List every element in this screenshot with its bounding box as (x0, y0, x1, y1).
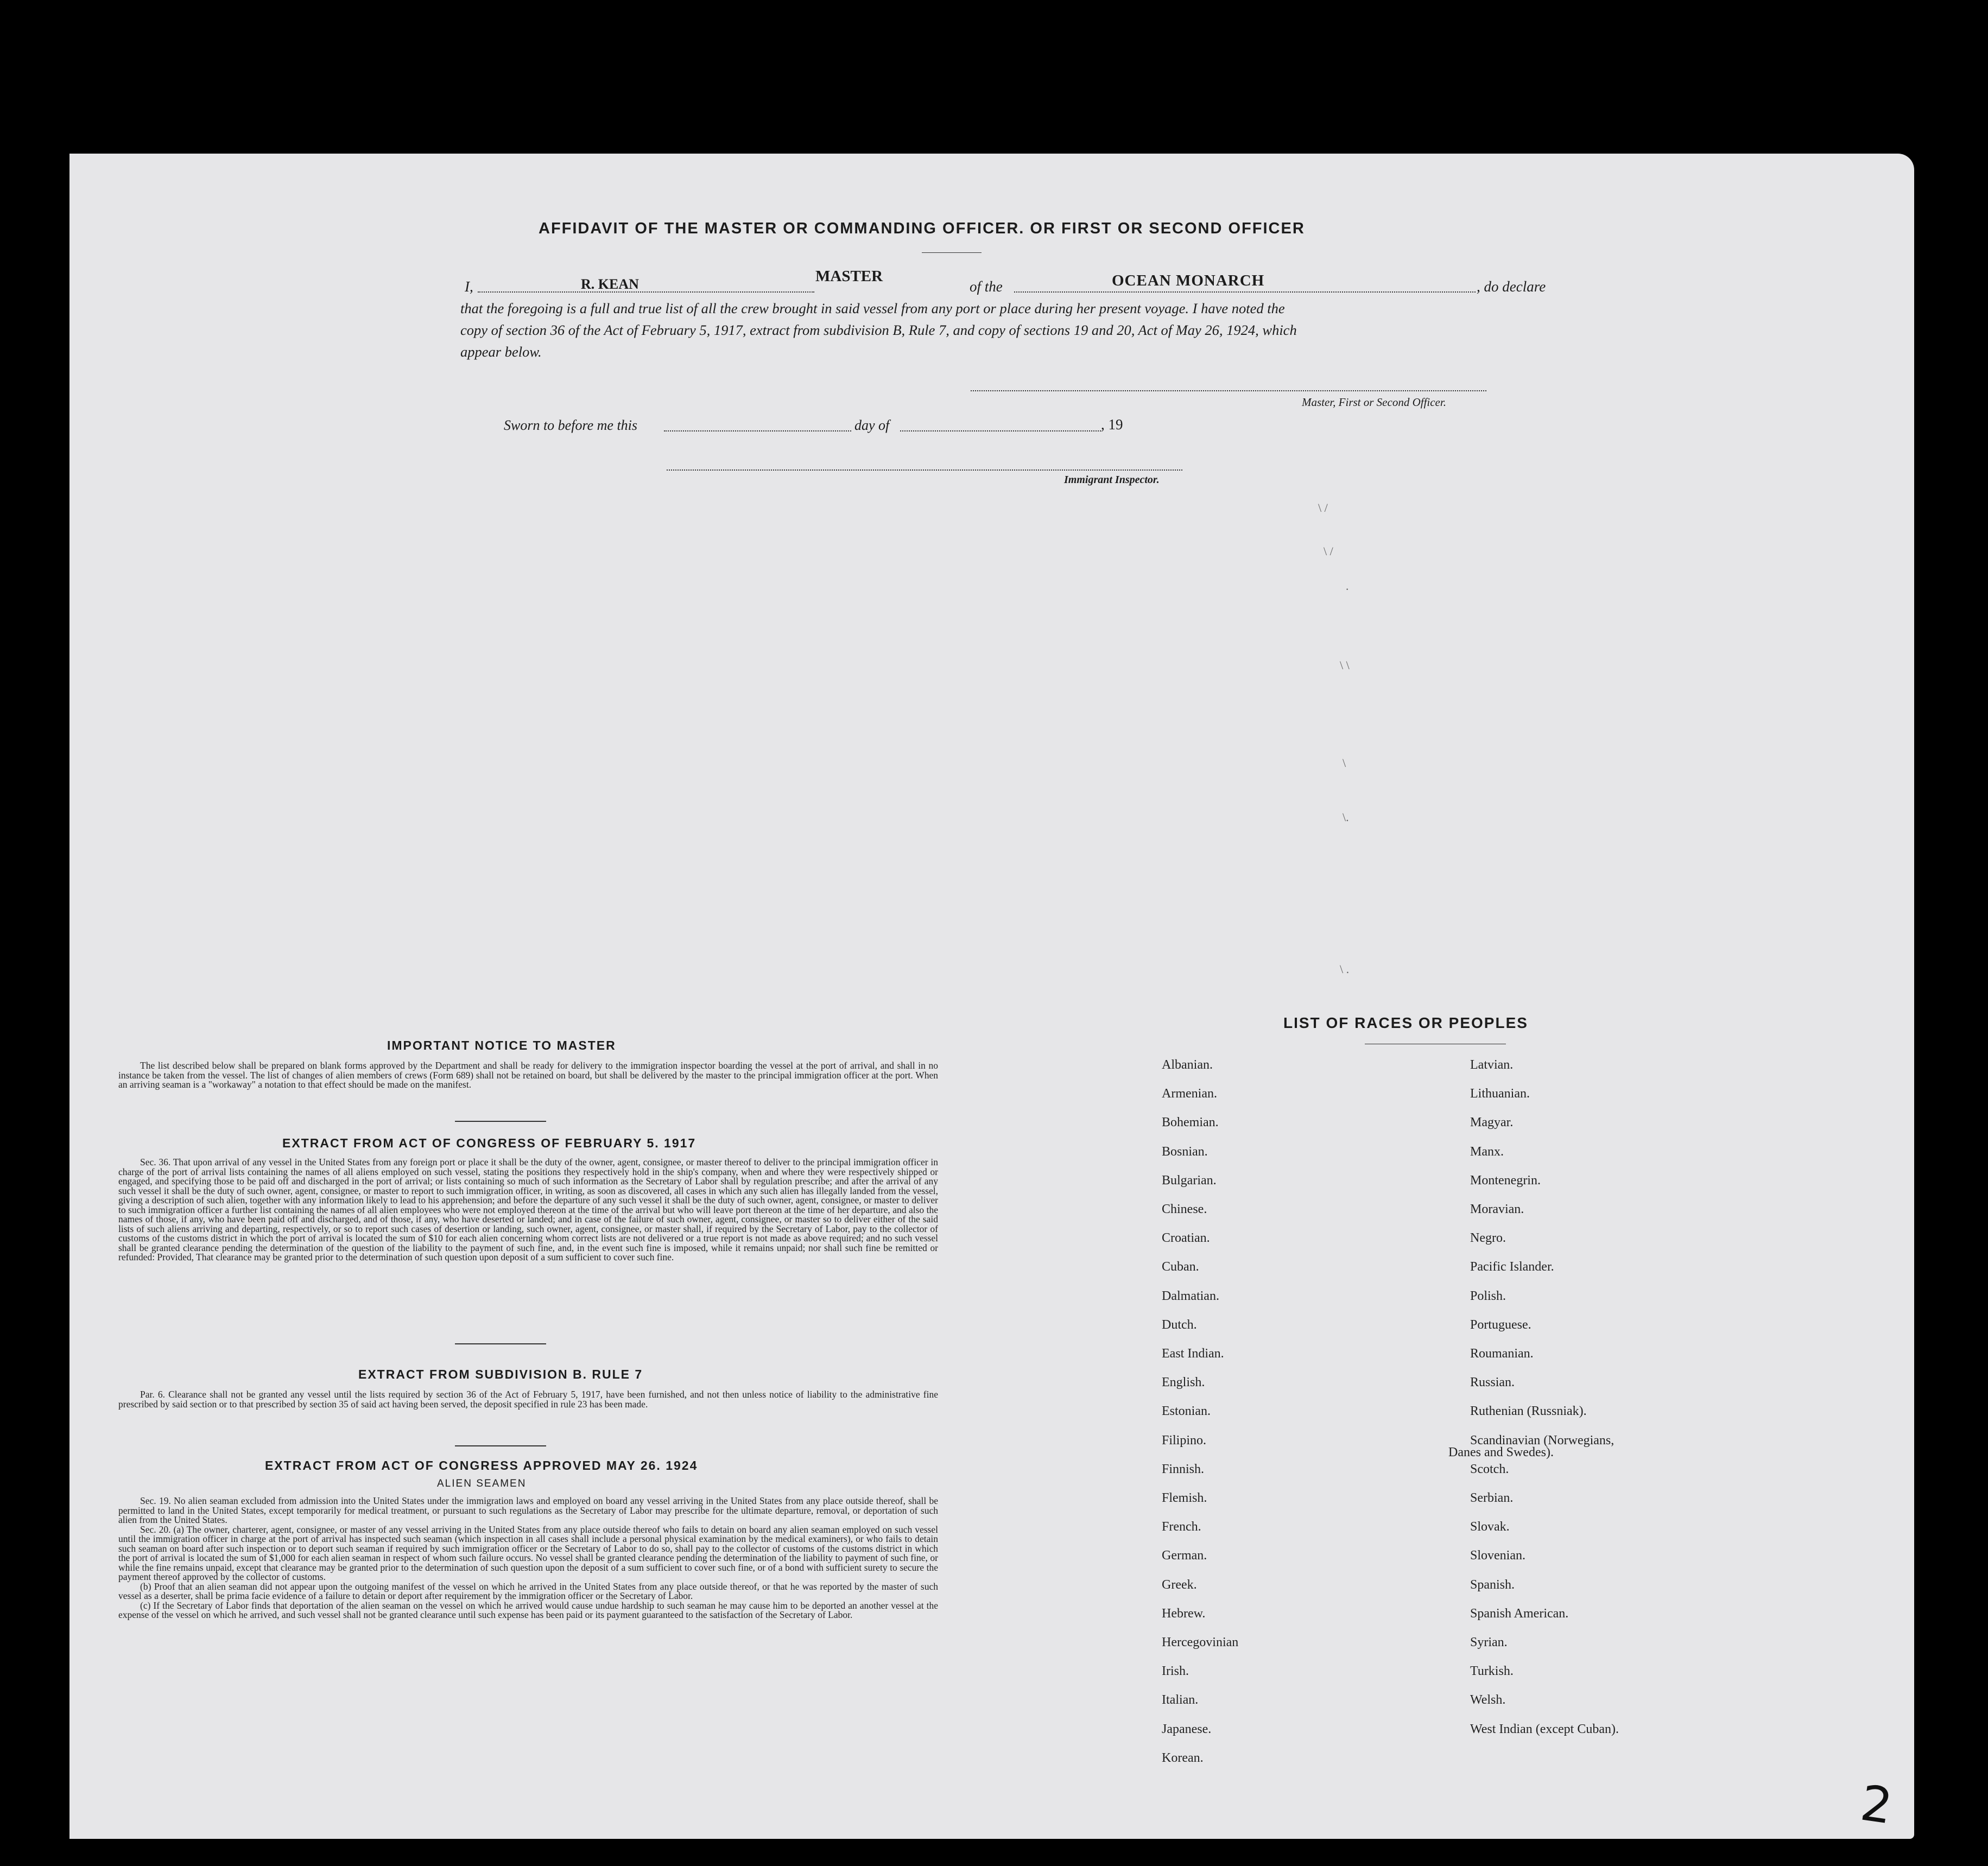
race-item-right: Montenegrin. (1470, 1173, 1541, 1188)
race-item-left: Greek. (1162, 1577, 1197, 1592)
bleed-mark: \ / (1318, 501, 1328, 515)
race-item-left: Croatian. (1162, 1231, 1210, 1246)
race-item-left: Flemish. (1162, 1491, 1207, 1505)
affidavit-line-4: appear below. (460, 344, 542, 360)
notice-text (118, 1061, 938, 1090)
master-signature-field[interactable] (971, 388, 1486, 391)
race-item-left: Cuban. (1162, 1260, 1199, 1274)
race-item-right: Magyar. (1470, 1115, 1514, 1130)
bleed-mark: \ (1343, 756, 1346, 770)
sec-20c-paragraph: (c) If the Secretary of Labor finds that deportation of the alien seaman on the vessel on which he arrived would cause undue hardship to such seaman he may cause him to be deported an another vessel at the expense of the vessel on which he arrived, and such vessel shall not be granted clearance until such expense has been paid or its payment guaranteed to the satisfaction of the Secretary of Labor. (118, 1600, 938, 1620)
race-item-right: Moravian. (1470, 1202, 1524, 1216)
race-item-right: West Indian (except Cuban). (1470, 1722, 1619, 1736)
race-item-right: Latvian. (1470, 1058, 1514, 1072)
race-item-right: Scotch. (1470, 1462, 1509, 1476)
races-title: LIST OF RACES OR PEOPLES (1283, 1014, 1528, 1031)
subdivision-text (118, 1390, 938, 1409)
race-item-left: Hercegovinian (1162, 1635, 1239, 1649)
affidavit-title: AFFIDAVIT OF THE MASTER OR COMMANDING OFFICER. OR FIRST OR SECOND OFFICER (539, 220, 1305, 237)
race-item-right: Pacific Islander. (1470, 1260, 1554, 1274)
section-rule (455, 1445, 546, 1446)
race-item-left: Italian. (1162, 1693, 1199, 1708)
sworn-label: Sworn to before me this (504, 417, 638, 433)
sec-36-paragraph: Sec. 36. That upon arrival of any vessel in the United States from any foreign port or place it shall be the duty of the owner, agent, consignee, or master thereof to deliver to the principal immigration officer in charge of the port of arrival lists containing the names of all aliens employed on such vessel, stating the positions they respectively hold in the ship's company, when and where they were respectively shipped or engaged, and specifying those to be paid off and discharged in the port of arrival; or lists containing so much of such information as the Secretary of Labor shall by regulation prescribe; and after the arrival of any such vessel it shall be the duty of such owner, agent, consignee, or master to report to such immigration officer, in writing, as soon as discovered, all cases in which any such alien has illegally landed from the vessel, giving a description of such alien, together with any information likely to lead to his apprehension; and before the departure of any such vessel it shall be the duty of such owner, agent, consignee, or master to deliver to such immigration officer a further list containing the names of all alien employees who were not employed thereon at the time of the arrival but who will leave port thereon at the time of her departure, and also the names of those, if any, who have been paid off and discharged, and of those, if any, who have deserted or landed; and in case of the failure of such owner, agent, consignee, or master so to deliver either of the said lists of such aliens arriving and departing, respectively, or so to report such cases of desertion or landing, such owner, agent, consignee, or master shall, if required by the Secretary of Labor, pay to the collector of customs of the customs district in which the port of arrival is located the sum of $10 for each alien concerning whom correct lists are not delivered or a true report is not made as above required; and no such vessel shall be granted clearance pending the determination of the question of the liability to the payment of such fine, and, in the event such fine is imposed, while it remains unpaid; nor shall such fine be remitted or refunded: Provided, That clearance may be granted prior to the determination of such question upon deposit of a sum sufficient to cover such fine. (118, 1157, 938, 1262)
race-item-left: German. (1162, 1548, 1207, 1563)
bleed-mark: · (1345, 582, 1350, 596)
extract-1917-title: EXTRACT FROM ACT OF CONGRESS OF FEBRUARY 5. 1917 (282, 1136, 697, 1150)
notice-paragraph: The list described below shall be prepared on blank forms approved by the Department and shall be ready for delivery to the immigration inspector boarding the vessel at the port of arrival, and shall in no instance be taken from the vessel. The list of changes of alien members of crews (Form 689) shall not be retained on board, but shall be delivered by the master to the principal immigration officer at the port. When an arriving seaman is a "workaway" a notation to that effect should be made on the manifest. (118, 1060, 938, 1090)
sec-19-paragraph: Sec. 19. No alien seaman excluded from admission into the United States under the immigration laws and employed on board any vessel arriving in the United States from any place outside thereof, shall be permitted to land in the United States, except temporarily for medical treatment, or pursuant to such regulations as the Secretary of Labor may prescribe for the ultimate departure, removal, or deportation of such alien from the United States. (118, 1495, 938, 1525)
race-item-right: Welsh. (1470, 1693, 1506, 1708)
par-6-paragraph: Par. 6. Clearance shall not be granted any vessel until the lists required by section 36 of the Act of February 5, 1917, have been furnished, and not then unless notice of liability to the administrative fine prescribed by said section or to that prescribed by section 35 of said act having been served, the deposit specified in rule 23 has been made. (118, 1389, 938, 1410)
race-item-left: Bosnian. (1162, 1144, 1208, 1159)
race-item-left: Dutch. (1162, 1317, 1197, 1332)
race-item-right: Spanish. (1470, 1577, 1515, 1592)
alien-seamen-subtitle: ALIEN SEAMEN (437, 1478, 527, 1489)
race-item-left: Filipino. (1162, 1433, 1207, 1448)
inspector-label: Immigrant Inspector. (1064, 474, 1160, 486)
manifest-page (69, 154, 1914, 1839)
race-item-right: Roumanian. (1470, 1347, 1534, 1361)
of-the-label: of the (970, 278, 1003, 295)
bleed-mark: \ \ (1340, 658, 1350, 672)
master-name-field[interactable] (478, 289, 814, 293)
race-item-left: Korean. (1162, 1750, 1204, 1765)
race-item-left: Dalmatian. (1162, 1289, 1219, 1303)
race-item-right: Spanish American. (1470, 1606, 1569, 1621)
race-item-left: Hebrew. (1162, 1606, 1206, 1621)
race-item-right: Russian. (1470, 1375, 1515, 1390)
sec-20a-paragraph: Sec. 20. (a) The owner, charterer, agent, consignee, or master of any vessel arriving in the United States from any place outside thereof who fails to detain on board any alien seaman employed on such vessel until the immigration officer in charge at the port of arrival has inspected such seaman (which inspection in all cases shall include a personal physical examination by the medical examiners), or who fails to detain such seaman on board after such inspection or to deport such seaman if required by such immigration officer or the Secretary of Labor to do so, shall pay to the collector of customs of the customs district in which the port of arrival is located the sum of $1,000 for each alien seaman in respect of whom such failure occurs. No vessel shall be granted clearance pending the determination of the liability to payment of such fine, or while the fine remains unpaid, except that clearance may be granted prior to the determination of such question upon the deposit of a sum sufficient to cover such fine, or of a bond with sufficient surety to secure the payment thereof approved by the collector of customs. (118, 1524, 938, 1582)
bleed-mark: \ . (1340, 962, 1350, 976)
section-rule (455, 1343, 546, 1344)
year-prefix: , 19 (1101, 416, 1123, 433)
race-item-right: Lithuanian. (1470, 1087, 1530, 1101)
race-item-left: Finnish. (1162, 1462, 1205, 1476)
section-rule (455, 1121, 546, 1122)
subdivision-title: EXTRACT FROM SUBDIVISION B. RULE 7 (358, 1367, 643, 1381)
bleed-mark: \ / (1324, 544, 1333, 558)
race-item-right: Manx. (1470, 1144, 1504, 1159)
race-item-right: Polish. (1470, 1289, 1506, 1303)
title-rule (922, 252, 982, 253)
signature-label: Master, First or Second Officer. (1302, 396, 1446, 409)
page-mark: 2 (1857, 1774, 1896, 1836)
race-item-right: Slovenian. (1470, 1548, 1525, 1563)
rank: MASTER (815, 268, 883, 285)
affidavit-line-3: copy of section 36 of the Act of February 5, 1917, extract from subdivision B, Rule 7, and copy of sections 19 and 20, Act of May 26, 1924, which (460, 322, 1297, 338)
race-item-left: Bulgarian. (1162, 1173, 1217, 1188)
race-item-right: Scandinavian (Norwegians, (1470, 1433, 1615, 1448)
race-item-left: Albanian. (1162, 1058, 1213, 1072)
race-item-left: Japanese. (1162, 1722, 1212, 1736)
race-item-right: Portuguese. (1470, 1317, 1531, 1332)
race-item-left: English. (1162, 1375, 1205, 1390)
inspector-signature-field[interactable] (667, 467, 1182, 471)
race-item-right: Syrian. (1470, 1635, 1508, 1649)
vessel-name: OCEAN MONARCH (1112, 272, 1265, 289)
race-item-right: Turkish. (1470, 1664, 1514, 1679)
master-name: R. KEAN (581, 276, 639, 292)
sworn-month-field[interactable] (900, 428, 1101, 431)
i-label: I, (465, 278, 473, 295)
race-item-left: Estonian. (1162, 1404, 1211, 1419)
bleed-mark: \. (1343, 810, 1349, 824)
race-item-left: French. (1162, 1520, 1201, 1534)
extract-1924-text (118, 1496, 938, 1620)
race-item-right: Serbian. (1470, 1491, 1514, 1505)
do-declare-label: , do declare (1477, 278, 1546, 295)
race-item-left: Bohemian. (1162, 1115, 1219, 1130)
race-item-right: Ruthenian (Russniak). (1470, 1404, 1587, 1419)
race-item-right: Negro. (1470, 1231, 1506, 1246)
race-item-right: Slovak. (1470, 1520, 1510, 1534)
race-item-left: Chinese. (1162, 1202, 1207, 1216)
race-item-left: Irish. (1162, 1664, 1189, 1679)
race-item-left: East Indian. (1162, 1347, 1224, 1361)
affidavit-line-2: that the foregoing is a full and true list of all the crew brought in said vessel from any port or place during her present voyage. I have noted the (460, 300, 1285, 316)
sworn-day-field[interactable] (664, 428, 851, 431)
race-item-scandinavian-cont: Danes and Swedes). (1448, 1445, 1554, 1459)
extract-1924-title: EXTRACT FROM ACT OF CONGRESS APPROVED MAY 26. 1924 (265, 1458, 698, 1473)
notice-title: IMPORTANT NOTICE TO MASTER (387, 1038, 616, 1052)
day-of-label: day of (854, 417, 890, 433)
race-item-left: Armenian. (1162, 1087, 1217, 1101)
sec-20b-paragraph: (b) Proof that an alien seaman did not appear upon the outgoing manifest of the vessel on which he arrived in the United States from any place outside thereof, or that he was reported by the master of such vessel as a deserter, shall be prima facie evidence of a failure to detain or deport after requirement by the immigration officer or the Secretary of Labor. (118, 1581, 938, 1601)
extract-1917-text (118, 1158, 938, 1262)
